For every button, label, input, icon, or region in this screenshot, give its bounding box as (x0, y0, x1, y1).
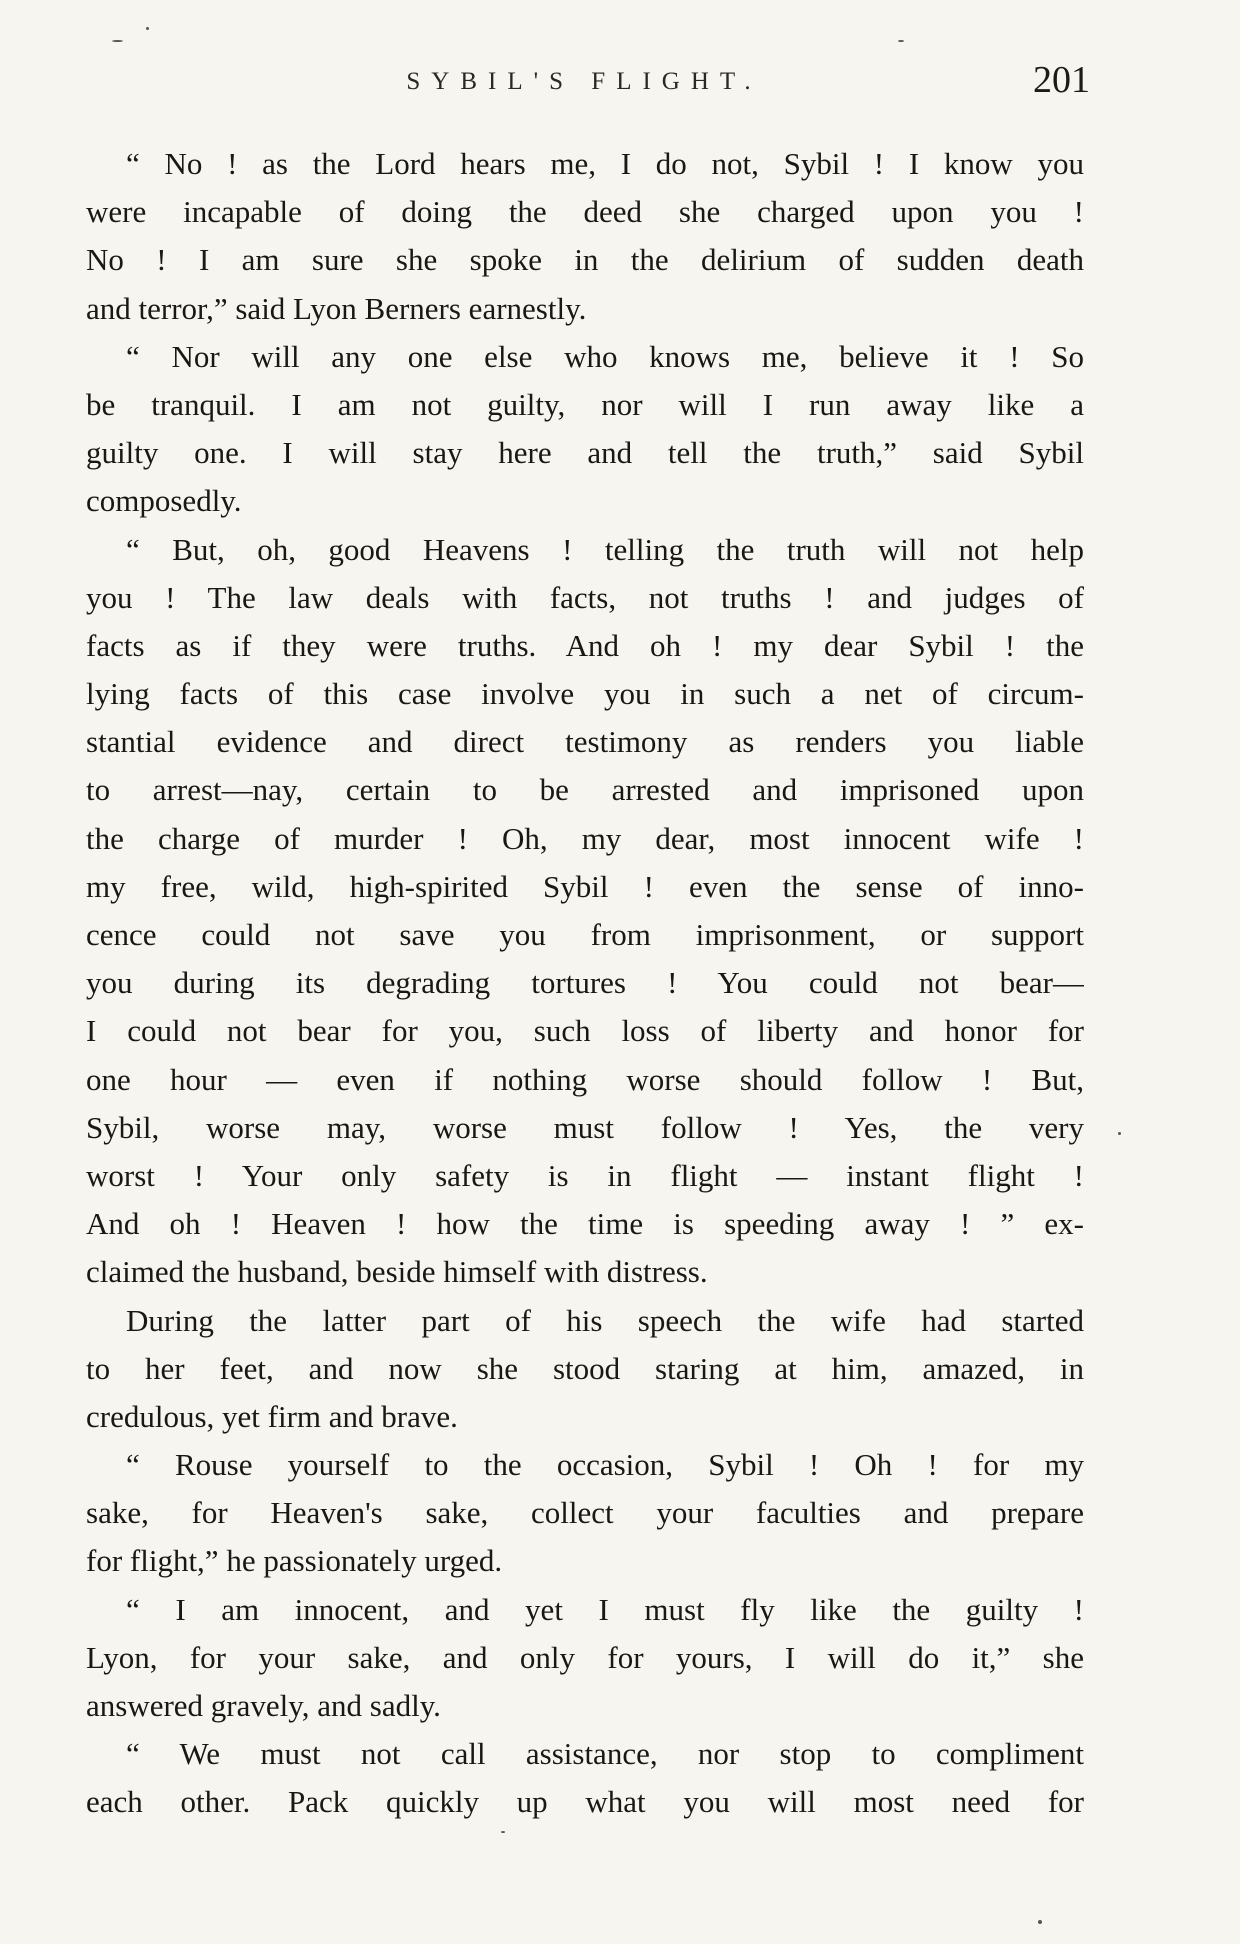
text-line: to arrest—nay, certain to be arrested and imprisoned upon (86, 772, 1084, 808)
text-line: stantial evidence and direct testimony as renders you liable (86, 724, 1084, 760)
text-line: were incapable of doing the deed she charged upon you ! (86, 194, 1084, 230)
page-number: 201 (1033, 59, 1090, 101)
text-line: credulous, yet firm and brave. (86, 1398, 458, 1434)
text-line: Lyon, for your sake, and only for yours, I will do it,” she (86, 1639, 1084, 1675)
text-line: cence could not save you from imprisonment, or support (86, 917, 1084, 952)
running-title: SYBIL'S FLIGHT. (406, 68, 762, 95)
paper-speck (898, 40, 904, 42)
text-line: lying facts of this case involve you in such a net of circum- (86, 676, 1084, 712)
paper-speck (1118, 1132, 1121, 1135)
text-line: I could not bear for you, such loss of liberty and honor for (86, 1013, 1084, 1049)
text-line: to her feet, and now she stood staring at him, amazed, in (86, 1350, 1084, 1386)
text-line: “ We must not call assistance, nor stop to compliment (126, 1736, 1084, 1772)
text-line: you ! The law deals with facts, not truths ! and judges of (86, 579, 1084, 615)
paper-speck (1038, 1920, 1042, 1924)
text-line: worst ! Your only safety is in flight — instant flight ! (86, 1157, 1084, 1193)
text-line: sake, for Heaven's sake, collect your faculties and prepare (86, 1495, 1084, 1531)
text-line: one hour — even if nothing worse should follow ! But, (86, 1061, 1084, 1097)
paper-speck (146, 27, 149, 30)
text-line: During the latter part of his speech the wife had started (126, 1302, 1084, 1338)
paper-speck (501, 1831, 505, 1833)
text-line: And oh ! Heaven ! how the time is speeding away ! ” ex- (86, 1206, 1084, 1242)
text-line: and terror,” said Lyon Berners earnestly. (86, 290, 587, 326)
body-text (86, 140, 1084, 1827)
text-line: “ But, oh, good Heavens ! telling the truth will not help (126, 531, 1084, 567)
text-line: composedly. (86, 483, 242, 519)
text-line: Sybil, worse may, worse must follow ! Yes, the very (86, 1109, 1084, 1145)
text-line: my free, wild, high-spirited Sybil ! even the sense of inno- (86, 868, 1084, 904)
text-line: No ! I am sure she spoke in the delirium of sudden death (86, 242, 1084, 278)
text-line: claimed the husband, beside himself with distress. (86, 1254, 708, 1290)
text-line: guilty one. I will stay here and tell the truth,” said Sybil (86, 435, 1084, 471)
text-line: the charge of murder ! Oh, my dear, most innocent wife ! (86, 820, 1084, 856)
text-line: you during its degrading tortures ! You could not bear— (86, 965, 1084, 1001)
text-line: facts as if they were truths. And oh ! my dear Sybil ! the (86, 627, 1084, 663)
text-line: for flight,” he passionately urged. (86, 1543, 503, 1579)
text-line: “ Nor will any one else who knows me, believe it ! So (126, 338, 1084, 374)
text-line: be tranquil. I am not guilty, nor will I run away like a (86, 386, 1084, 422)
text-line: “ I am innocent, and yet I must fly like the guilty ! (126, 1591, 1084, 1627)
text-line: each other. Pack quickly up what you will most need for (86, 1784, 1084, 1820)
text-line: “ No ! as the Lord hears me, I do not, Sybil ! I know you (126, 146, 1084, 181)
page-header (84, 58, 1090, 108)
text-line: “ Rouse yourself to the occasion, Sybil ! Oh ! for my (126, 1447, 1084, 1483)
paper-speck (112, 40, 123, 42)
text-line: answered gravely, and sadly. (86, 1688, 441, 1723)
